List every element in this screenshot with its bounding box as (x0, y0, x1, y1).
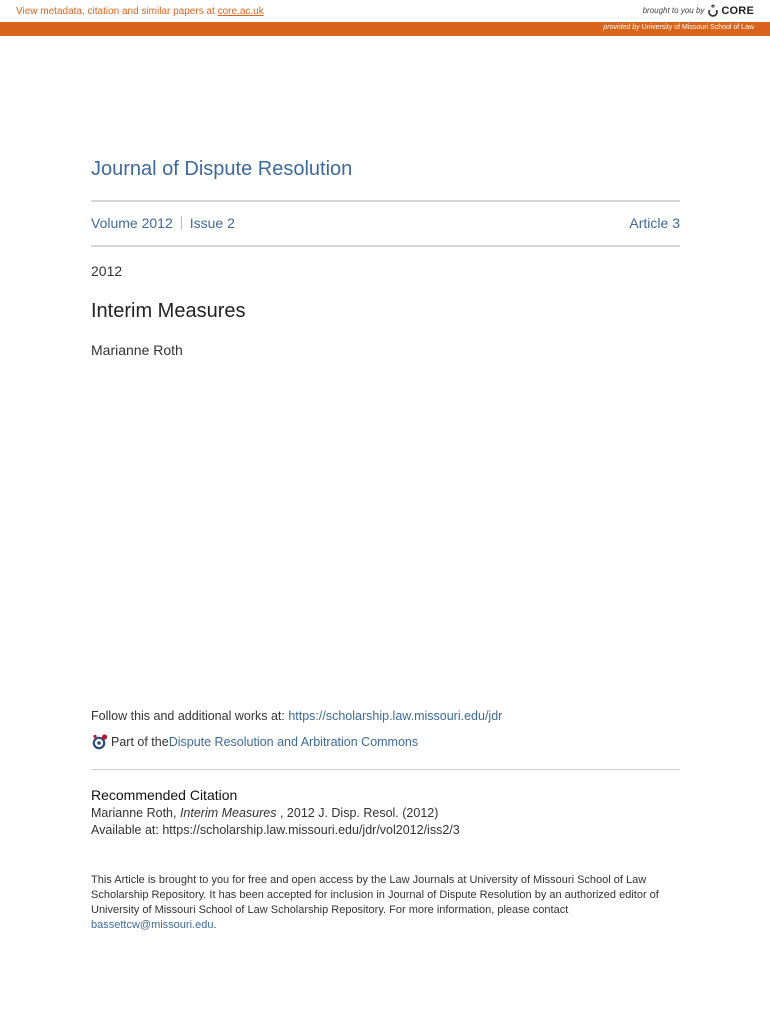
citation-available: Available at: https://scholarship.law.missouri.edu/jdr/vol2012/iss2/3 (91, 823, 460, 837)
core-metadata-line (16, 6, 264, 17)
citation-author: Marianne Roth, (91, 806, 180, 820)
disclaimer-text: This Article is brought to you for free and open access by the Law Journals at University of Missouri School of Law Scholarship Repository. It has been accepted for inclusion in Journal of Dispute Resolution by an authorized editor of University of Missouri School of Law Scholarship Repository. For more information, please contact (91, 874, 659, 916)
provided-by: University of Missouri School of Law (641, 24, 754, 31)
article-year: 2012 (91, 263, 123, 279)
follow-line (91, 709, 502, 723)
article-link[interactable]: Article 3 (629, 215, 680, 231)
journal-title[interactable]: Journal of Dispute Resolution (91, 158, 353, 180)
issue-separator (181, 216, 182, 230)
core-logo-text: CORE (721, 4, 754, 17)
core-link[interactable]: core.ac.uk (217, 6, 264, 17)
contact-email-link[interactable]: bassettcw@missouri.edu (91, 919, 214, 931)
citation-title: Interim Measures (179, 806, 277, 820)
commons-link[interactable]: Dispute Resolution and Arbitration Commons (168, 735, 419, 749)
core-logo-icon (707, 4, 719, 17)
article-author: Marianne Roth (91, 342, 183, 358)
brought-text: brought to you by (642, 6, 705, 15)
core-logo[interactable] (707, 4, 754, 17)
core-header (0, 0, 770, 22)
issue-link[interactable]: Issue 2 (189, 215, 235, 231)
core-provided-text (603, 24, 754, 31)
provided-prefix: provided by (603, 24, 640, 31)
article-title: Interim Measures (91, 300, 246, 322)
disclaimer-end: . (213, 919, 217, 931)
issue-row (91, 215, 680, 231)
recommended-citation-heading: Recommended Citation (91, 787, 238, 803)
follow-url-link[interactable]: https://scholarship.law.missouri.edu/jdr (288, 709, 503, 723)
core-provided-bar (0, 22, 770, 36)
network-commons-icon (91, 733, 109, 751)
core-metadata-text: View metadata, citation and similar papers at (16, 6, 218, 17)
volume-link[interactable]: Volume 2012 (91, 215, 173, 231)
divider (91, 245, 680, 247)
core-brought-by (643, 4, 754, 17)
divider (91, 769, 680, 770)
divider (91, 200, 680, 202)
part-of-line (91, 733, 418, 751)
access-disclaimer (91, 873, 681, 933)
follow-text: Follow this and additional works at: (91, 709, 289, 723)
citation-line (91, 806, 438, 820)
citation-rest: , 2012 J. Disp. Resol. (2012) (276, 806, 439, 820)
part-of-text: Part of the (111, 735, 169, 749)
